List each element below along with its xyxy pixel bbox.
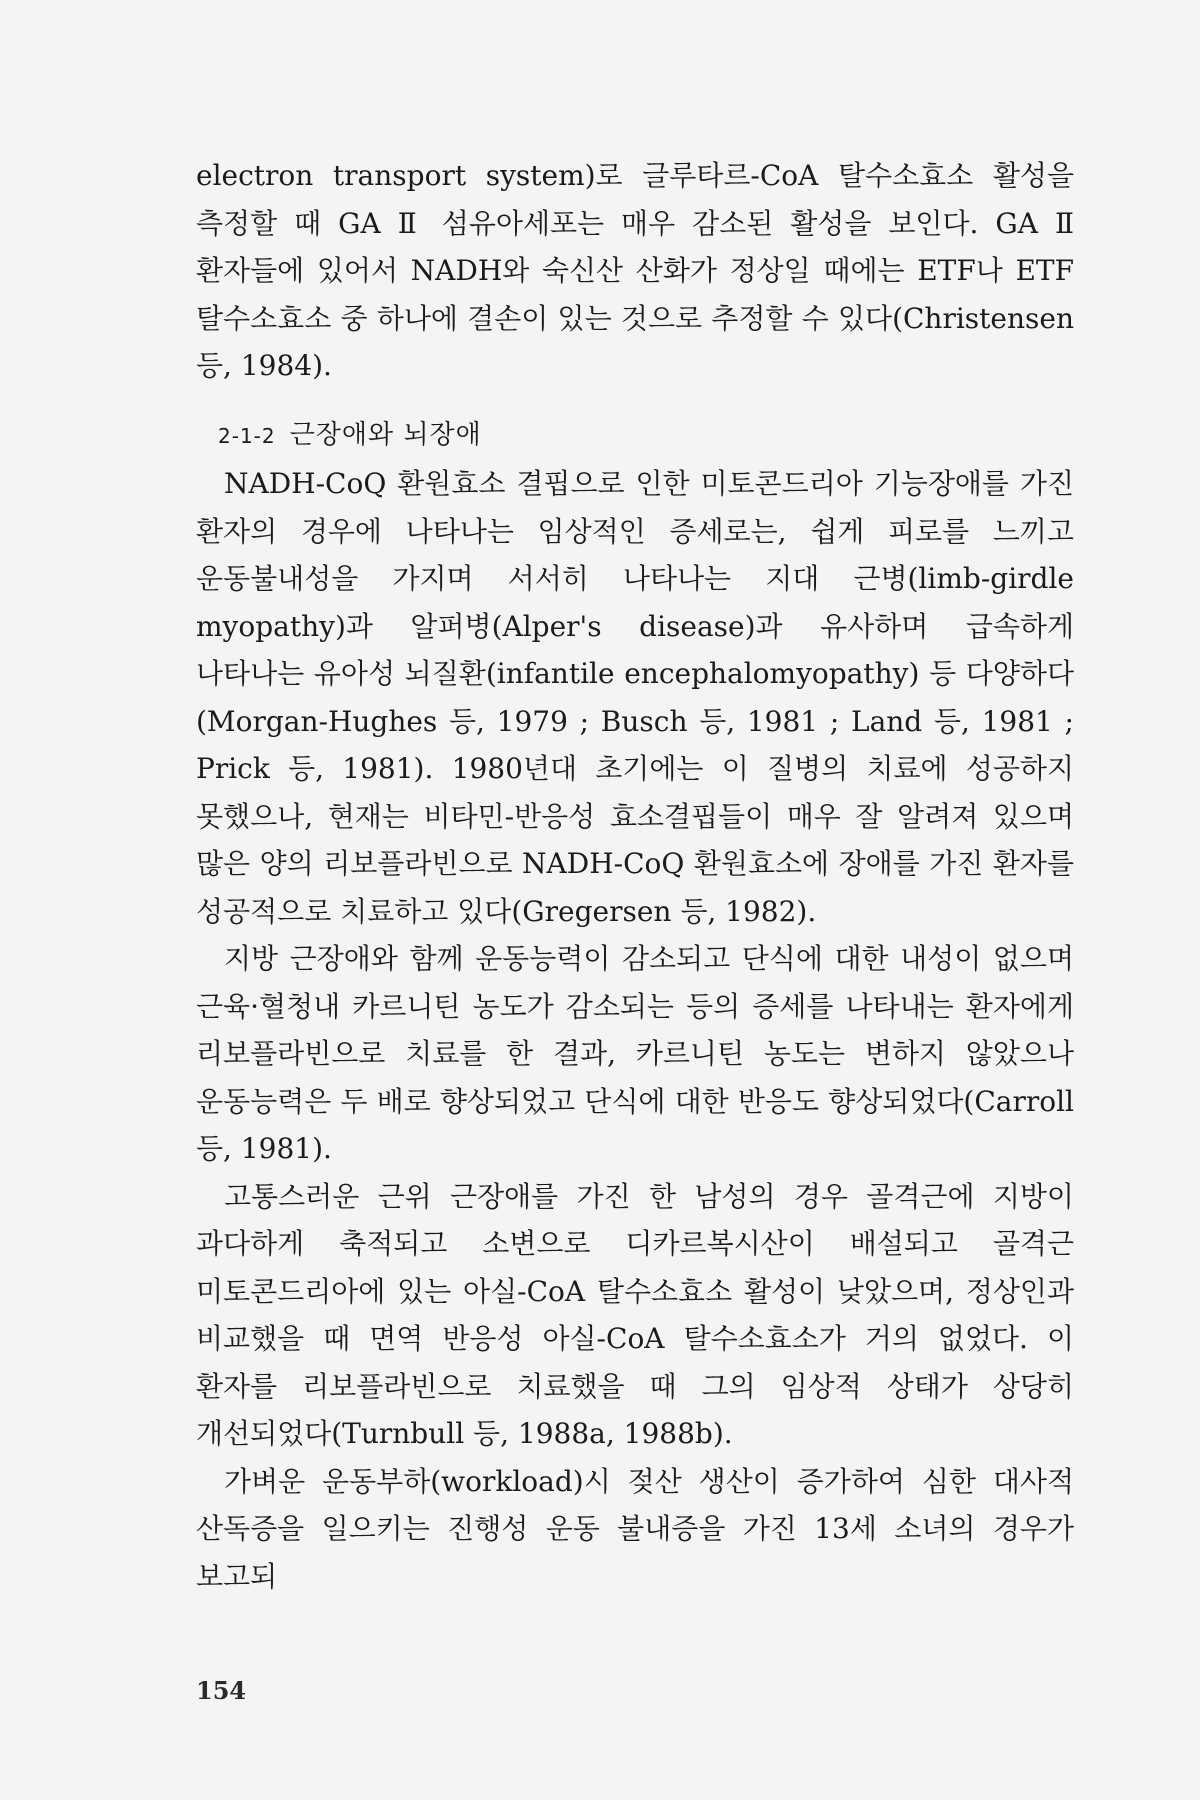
paragraph-3: 지방 근장애와 함께 운동능력이 감소되고 단식에 대한 내성이 없으며 근육·혈청내 카르니틴 농도가 감소되는 등의 증세를 나타내는 환자에게 리보플라빈으로 치료를 한 결과, 카르니틴 농도는 변하지 않았으나 운동능력은 두 배로 향상되었고 단식에 대한 반응도 향상되었다(Carroll 등, 1981). (196, 942, 1074, 1165)
section-title: 근장애와 뇌장애 (289, 419, 482, 450)
page-number: 154 (196, 1676, 247, 1705)
body-text (196, 152, 1074, 1600)
paragraph-1: electron transport system)로 글루타르-CoA 탈수소효소 활성을 측정할 때 GA Ⅱ 섬유아세포는 매우 감소된 활성을 보인다. GA Ⅱ 환자들에 있어서 NADH와 숙신산 산화가 정상일 때에는 ETF나 ETF 탈수소효소 중 하나에 결손이 있는 것으로 추정할 수 있다(Christensen 등, 1984). (196, 159, 1074, 382)
section-number: 2-1-2 (218, 423, 276, 448)
section-heading (218, 412, 1074, 461)
paragraph-5: 가벼운 운동부하(workload)시 젖산 생산이 증가하여 심한 대사적 산독증을 일으키는 진행성 운동 불내증을 가진 13세 소녀의 경우가 보고되 (196, 1464, 1074, 1593)
paragraph-4: 고통스러운 근위 근장애를 가진 한 남성의 경우 골격근에 지방이 과다하게 축적되고 소변으로 디카르복시산이 배설되고 골격근 미토콘드리아에 있는 아실-CoA 탈수소효소 활성이 낮았으며, 정상인과 비교했을 때 면역 반응성 아실-CoA 탈수소효소가 거의 없었다. 이 환자를 리보플라빈으로 치료했을 때 그의 임상적 상태가 상당히 개선되었다(Turnbull 등, 1988a, 1988b). (196, 1179, 1074, 1450)
paragraph-2: NADH-CoQ 환원효소 결핍으로 인한 미토콘드리아 기능장애를 가진 환자의 경우에 나타나는 임상적인 증세로는, 쉽게 피로를 느끼고 운동불내성을 가지며 서서히 나타나는 지대 근병(limb-girdle myopathy)과 알퍼병(Alper's disease)과 유사하며 급속하게 나타나는 유아성 뇌질환(infantile encephalomyopathy) 등 다양하다(Morgan-Hughes 등, 1979 ; Busch 등, 1981 ; Land 등, 1981 ; Prick 등, 1981). 1980년대 초기에는 이 질병의 치료에 성공하지 못했으나, 현재는 비타민-반응성 효소결핍들이 매우 잘 알려져 있으며 많은 양의 리보플라빈으로 NADH-CoQ 환원효소에 장애를 가진 환자를 성공적으로 치료하고 있다(Gregersen 등, 1982). (196, 467, 1074, 928)
